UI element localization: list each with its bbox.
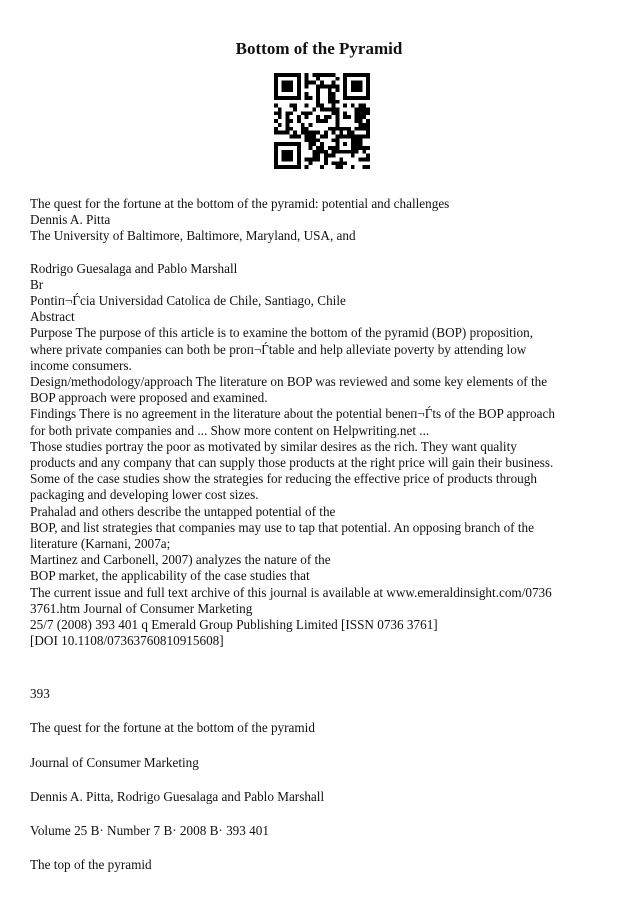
doi-line: [DOI 10.1108/07363760810915608] — [30, 633, 224, 649]
page-number: 393 — [30, 686, 50, 701]
author-line: Dennis A. Pitta — [30, 212, 111, 228]
authors-line: Dennis A. Pitta, Rodrigo Guesalaga and Pablo Marshall — [30, 789, 325, 804]
abstract-heading: Abstract — [30, 309, 75, 325]
journal-name: Journal of Consumer Marketing — [30, 755, 199, 770]
text-line: packaging and developing lower cost sizes. — [30, 487, 259, 503]
text-line: Br — [30, 276, 44, 292]
text-line: Prahalad and others describe the untapped potential of the — [30, 503, 336, 519]
section-heading: The top of the pyramid — [30, 857, 152, 872]
text-line: products and any company that can supply those products at the right price will gain their business. — [30, 455, 554, 471]
text-line: BOP, and list strategies that companies may use to tap that potential. An opposing branch of the — [30, 519, 534, 535]
document-title: Bottom of the Pyramid — [235, 39, 403, 58]
text-line: Martinez and Carbonell, 2007) analyzes the nature of the — [30, 552, 331, 568]
coauthors-line: Rodrigo Guesalaga and Pablo Marshall — [30, 260, 238, 276]
text-line: literature (Karnani, 2007a; — [30, 536, 171, 552]
text-line: Findings There is no agreement in the literature about the potential beneп¬Ѓts of the BOP approach — [30, 406, 555, 422]
text-line: for both private companies and ... Show more content on Helpwriting.net ... — [30, 422, 430, 438]
volume-info: Volume 25 В· Number 7 В· 2008 В· 393 401 — [30, 823, 269, 838]
affiliation-line: Pontiп¬Ѓcia Universidad Catolica de Chile, Santiago, Chile — [30, 293, 346, 309]
text-line: Those studies portray the poor as motivated by similar desires as the rich. They want quality — [30, 438, 517, 454]
text-line: Some of the case studies show the strategies for reducing the effective price of products through — [30, 471, 537, 487]
document-body — [30, 196, 620, 649]
affiliation-line: The University of Baltimore, Baltimore, Maryland, USA, and — [30, 228, 356, 244]
text-line: The current issue and full text archive of this journal is available at www.emeraldinsight.com/0736 — [30, 584, 552, 600]
text-line: BOP approach were proposed and examined. — [30, 390, 268, 406]
text-line: Design/methodology/approach The literature on BOP was reviewed and some key elements of the — [30, 374, 548, 390]
text-line: where private companies can both be proп¬Ѓtable and help alleviate poverty by attending low — [30, 341, 527, 357]
text-line: Purpose The purpose of this article is to examine the bottom of the pyramid (BOP) proposition, — [30, 325, 533, 341]
article-title-line: The quest for the fortune at the bottom of the pyramid: potential and challenges — [30, 196, 450, 211]
qr-code-image — [274, 73, 370, 169]
text-line: 3761.htm Journal of Consumer Marketing — [30, 600, 253, 616]
text-line: income consumers. — [30, 357, 132, 373]
running-title: The quest for the fortune at the bottom of the pyramid — [30, 720, 315, 735]
text-line: 25/7 (2008) 393 401 q Emerald Group Publishing Limited [ISSN 0736 3761] — [30, 617, 438, 633]
text-line: BOP market, the applicability of the case studies that — [30, 568, 310, 584]
